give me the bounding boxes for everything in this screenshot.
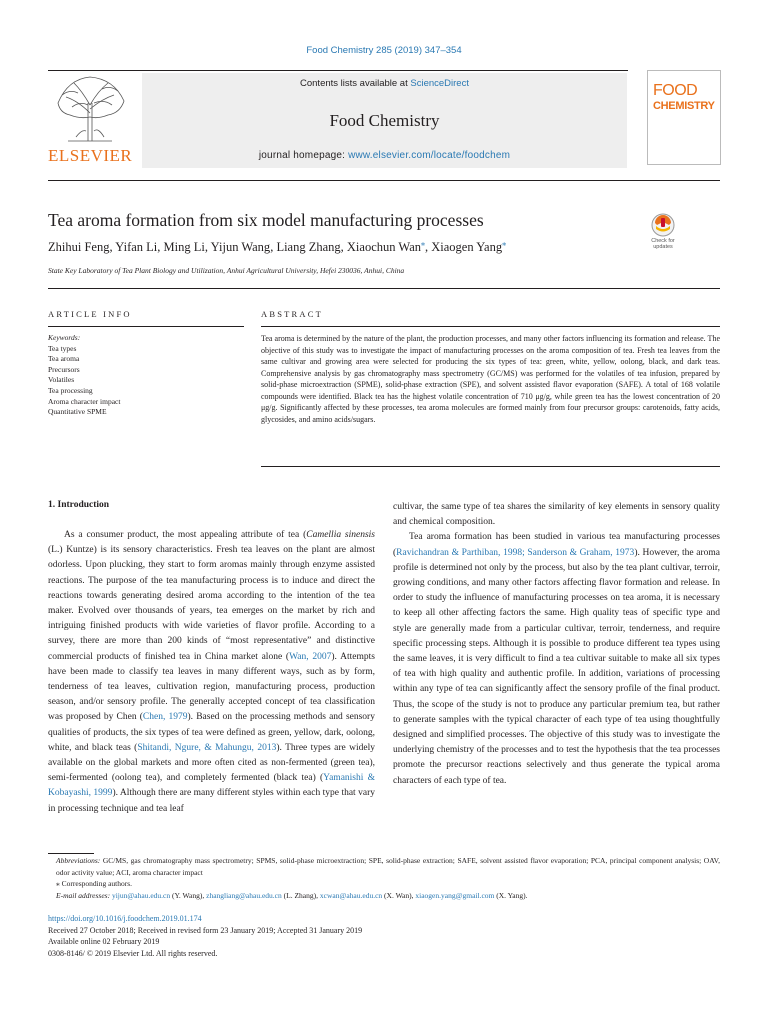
email-owner: (Y. Wang), bbox=[170, 891, 207, 901]
journal-cover-thumbnail[interactable] bbox=[647, 70, 721, 165]
abstract-heading: ABSTRACT bbox=[261, 309, 323, 319]
article-info-heading: ARTICLE INFO bbox=[48, 309, 132, 319]
keyword: Quantitative SPME bbox=[48, 407, 107, 417]
keyword-list bbox=[48, 344, 244, 418]
journal-citation[interactable]: Food Chemistry 285 (2019) 347–354 bbox=[306, 45, 462, 56]
available-online: Available online 02 February 2019 bbox=[48, 937, 160, 947]
sciencedirect-link[interactable]: ScienceDirect bbox=[410, 78, 469, 89]
email-owner: (X. Wan), bbox=[382, 891, 416, 901]
intro-paragraph-2 bbox=[393, 530, 720, 788]
italic-term: Camellia sinensis bbox=[306, 530, 376, 540]
author-name[interactable]: Xiaochun Wan bbox=[346, 240, 421, 255]
check-for-updates-label: Check for updates bbox=[651, 238, 675, 250]
abbreviations-text: GC/MS, gas chromatography mass spectrometry; SPMS, solid-phase microextraction; SPE, solid-phase extraction; SAFE, solvent assisted flavor evaporation; PCA, principal component analysis; OAV, odor activity value; ACI, aroma character impact bbox=[56, 856, 720, 877]
abbreviations-label: Abbreviations: bbox=[56, 856, 101, 865]
paragraph-text: As a consumer product, the most appealing attribute of tea ( bbox=[64, 530, 307, 540]
author-name[interactable]: Ming Li bbox=[163, 240, 205, 255]
keywords-block bbox=[48, 333, 244, 418]
doi-link[interactable]: https://doi.org/10.1016/j.foodchem.2019.01.174 bbox=[48, 914, 202, 923]
body-column-right bbox=[393, 500, 720, 789]
email-owner: (X. Yang). bbox=[494, 891, 528, 901]
citation-link[interactable]: Ravichandran & Parthiban, 1998; Sanderson & Graham, 1973 bbox=[396, 547, 635, 558]
check-for-updates-badge[interactable] bbox=[645, 212, 681, 258]
elsevier-wordmark: ELSEVIER bbox=[48, 146, 133, 165]
citation-link[interactable]: Chen, 1979 bbox=[142, 712, 188, 723]
paragraph-text: ). Attempts have been made to classify tea leaves in many different ways, such as by form, tenderness of tea leaves, cultivation region, manufacturing process, production season, and/or sensory profile. The generally accepted concept of tea classification was proposed by Chen ( bbox=[48, 651, 375, 723]
keyword: Precursors bbox=[48, 364, 80, 374]
author-name[interactable]: Xiaogen Yang bbox=[431, 240, 503, 255]
author-name[interactable]: Yifan Li bbox=[115, 240, 158, 255]
contents-prefix: Contents lists available at bbox=[300, 78, 411, 89]
author-name[interactable]: Liang Zhang bbox=[276, 240, 341, 255]
abstract-rule bbox=[261, 326, 720, 327]
keyword: Volatiles bbox=[48, 375, 75, 385]
paragraph-text: Tea aroma formation has been studied in various tea manufacturing processes ( bbox=[393, 532, 720, 558]
citation-link[interactable]: Shitandi, Ngure, & Mahungu, 2013 bbox=[137, 742, 277, 753]
received-dates: Received 27 October 2018; Received in revised form 23 January 2019; Accepted 31 January 2019 bbox=[48, 925, 363, 935]
corresponding-mark[interactable]: ⁎ bbox=[502, 239, 507, 248]
journal-homepage bbox=[142, 150, 627, 161]
email-owner: (L. Zhang), bbox=[281, 891, 320, 901]
copyright: 0308-8146/ © 2019 Elsevier Ltd. All rights reserved. bbox=[48, 948, 218, 958]
homepage-prefix: journal homepage: bbox=[258, 150, 349, 161]
intro-paragraph-1 bbox=[48, 528, 375, 817]
citation-link[interactable]: Wan, 2007 bbox=[289, 651, 332, 662]
footnotes bbox=[48, 855, 720, 902]
paragraph-text: (L.) Kuntze) is its sensory characteristics. Fresh tea leaves on the plant are almost odorless. Upon plucking, they start to form aromas mainly through enzyme assisted reactions. The purpose of the tea manufacturing process is to induce and direct the reactions towards generating desired aroma according to the intention of the tea maker. Evolved over thousands of years, tea emerges on the market by rich and intriguing finished products with wide varieties of flavor profile. According to a survey, there are more than 200 kinds of “most representative” and distinctive commercial products of finished tea in China market alone ( bbox=[48, 545, 375, 662]
contents-line bbox=[142, 78, 627, 89]
paragraph-text: ). Three types are widely available on the global markets and more often cited as non-fermented (green tea), semi-fermented (oolong tea), and completely fermented (black tea) ( bbox=[48, 742, 375, 784]
author-name[interactable]: Yijun Wang bbox=[210, 240, 271, 255]
email-label: E-mail addresses: bbox=[56, 891, 111, 901]
header-top-rule bbox=[48, 70, 628, 71]
email-footnote bbox=[48, 890, 720, 902]
abbreviations-footnote bbox=[48, 855, 720, 878]
header-bottom-rule bbox=[48, 180, 720, 181]
keyword: Tea processing bbox=[48, 385, 93, 395]
email-link[interactable]: yijun@ahau.edu.cn bbox=[111, 891, 171, 901]
cover-title-line1: FOOD bbox=[653, 82, 698, 99]
body-column-left bbox=[48, 528, 375, 817]
paragraph-text: ). However, the aroma profile is determined not only by the process, but also by the tea plant cultivar, terroir, growing conditions, and many other factors affecting flavor formation and release. In order to study the influence of manufacturing processes on tea aroma, it is necessary to keep all other affecting factors the same. High quality teas of specific type and style are generally made from a particular cultivar, terroir, tenderness, and require specific processing steps. Although it is possible to produce different tea types using the same leaves, it is very difficult to find a tea cultivar suitable to make all six types of tea with high quality and authentic profile. In addition, variations of processing within any type of tea can significantly affect the sensory profile of the final product. Thus, the scope of the study is not to produce any particular premium tea, but rather to generate samples with the typical character of each type of tea using thoughtfully designed and simplified processes. The objective of this study was to investigate the underlying chemistry of the processes and to test the hypothesis that the tea processes promote the precursor reactions selectively and thus generate the typical aroma characters of each type of tea. bbox=[393, 547, 720, 786]
email-link[interactable]: xcwan@ahau.edu.cn bbox=[319, 891, 383, 901]
abstract-text: Tea aroma is determined by the nature of the plant, the production processes, and many other factors influencing its formation and release. The objective of this study was to investigate the impact of manufacturing processes on the aroma composition of tea. Fresh tea leaves from the same cultivar and growing area were selected for producing the six types of tea: green, white, yellow, oolong, black, and dark teas. Comprehensive analysis by gas chromatography mass spectrometry (GC/MS) was performed for the volatiles of tea infusion, prepared by solid-phase microextraction (SPME), solid-phase extraction (SPE), and solvent assisted flavor evaporation (SAFE). A total of 168 volatile compounds were identified. Black tea has the highest volatile concentration of 710 μg/g, while green tea has the lowest concentration of 20 μg/g. Significantly affected by these processes, tea aroma molecules are formed mainly from four precursor groups: carotenoids, fatty acids, glycosides, and amino acids/sugars. bbox=[261, 334, 720, 424]
homepage-link[interactable]: www.elsevier.com/locate/foodchem bbox=[348, 150, 511, 161]
email-link[interactable]: xiaogen.yang@gmail.com bbox=[415, 891, 495, 901]
check-for-updates-icon bbox=[645, 212, 681, 238]
footnote-rule bbox=[48, 853, 94, 854]
publication-info bbox=[48, 913, 720, 959]
keywords-label: Keywords: bbox=[48, 333, 81, 342]
corresponding-mark[interactable]: ⁎ bbox=[421, 239, 425, 248]
keyword: Tea aroma bbox=[48, 354, 80, 364]
abstract-bottom-rule bbox=[261, 466, 720, 467]
intro-paragraph-1-continued: cultivar, the same type of tea shares the similarity of key elements in sensory quality and chemical composition. bbox=[393, 502, 720, 528]
article-info-rule bbox=[48, 326, 244, 327]
citation-link[interactable]: Yamanishi & Kobayashi, 1999 bbox=[48, 773, 375, 799]
author-name[interactable]: Zhihui Feng bbox=[48, 240, 110, 255]
cover-title-line2: CHEMISTRY bbox=[653, 100, 715, 112]
keyword: Tea types bbox=[48, 343, 77, 353]
corresponding-footnote: ⁎ Corresponding authors. bbox=[56, 879, 133, 889]
keyword: Aroma character impact bbox=[48, 396, 121, 406]
affiliation: State Key Laboratory of Tea Plant Biology and Utilization, Anhui Agricultural University, Hefei 230036, Anhui, China bbox=[48, 266, 405, 275]
journal-name: Food Chemistry bbox=[329, 111, 440, 130]
affiliation-rule bbox=[48, 288, 720, 289]
introduction-heading: 1. Introduction bbox=[48, 500, 110, 510]
paragraph-text: ). Although there are many different styles within each type that vary in processing technique and tea leaf bbox=[48, 788, 375, 814]
article-title: Tea aroma formation from six model manufacturing processes bbox=[48, 210, 484, 230]
paragraph-text: ). Based on the processing methods and sensory qualities of products, the six types of tea were defined as green, yellow, dark, oolong, white, and black teas ( bbox=[48, 712, 375, 753]
email-link[interactable]: zhangliang@ahau.edu.cn bbox=[206, 891, 282, 901]
author-list: Zhihui Feng, Yifan Li, Ming Li, Yijun Wang, Liang Zhang, Xiaochun Wan⁎, Xiaogen Yang⁎ bbox=[48, 239, 507, 255]
